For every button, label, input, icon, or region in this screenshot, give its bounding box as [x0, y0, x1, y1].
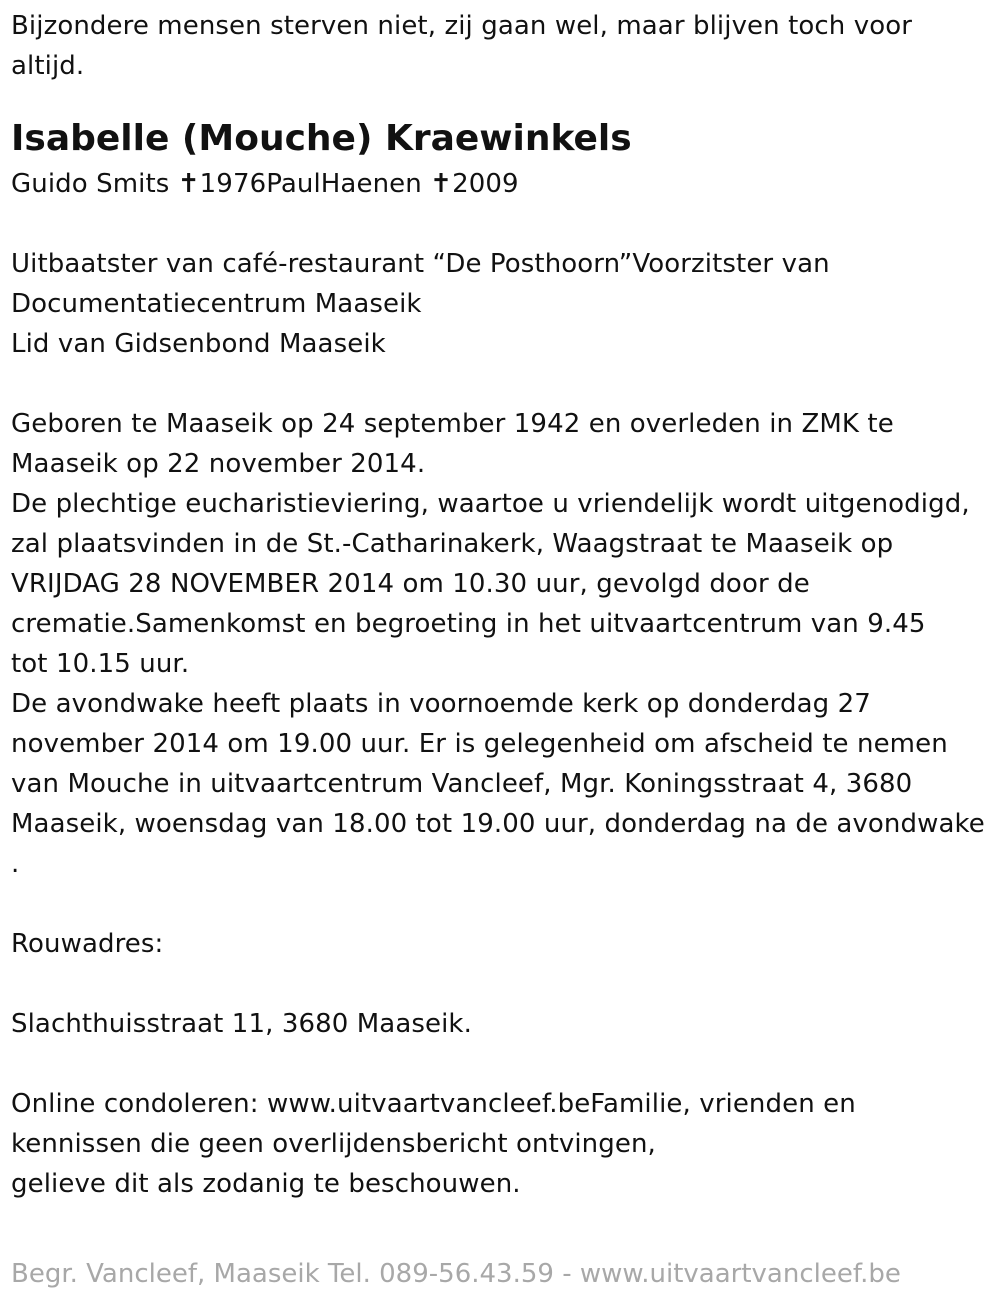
address-label: Rouwadres:	[11, 929, 164, 959]
closing-line: kennissen die geen overlijdensbericht ontvingen,	[11, 1129, 656, 1159]
closing-line: Online condoleren: www.uitvaartvancleef.beFamilie, vrienden en	[11, 1089, 856, 1119]
intro-quote	[11, 6, 991, 86]
details-line: crematie.Samenkomst en begroeting in het uitvaartcentrum van 9.45	[11, 609, 926, 639]
spacer	[11, 364, 991, 404]
details-line: Geboren te Maaseik op 24 september 1942 en overleden in ZMK te	[11, 409, 894, 439]
details-line: .	[11, 849, 20, 879]
roles-block	[11, 244, 991, 364]
deceased-name: Isabelle (Mouche) Kraewinkels	[11, 118, 632, 159]
details-line: De avondwake heeft plaats in voornoemde kerk op donderdag 27	[11, 689, 871, 719]
obituary-notice	[11, 6, 991, 1204]
details-line: Maaseik op 22 november 2014.	[11, 449, 426, 479]
details-line: van Mouche in uitvaartcentrum Vancleef, Mgr. Koningsstraat 4, 3680	[11, 769, 913, 799]
funeral-home-footer: Begr. Vancleef, Maaseik Tel. 089-56.43.59 - www.uitvaartvancleef.be	[11, 1259, 901, 1289]
spouses-line: Guido Smits ✝1976PaulHaenen ✝2009	[11, 169, 519, 199]
spacer	[11, 884, 991, 924]
intro-line: altijd.	[11, 51, 85, 81]
closing-line: gelieve dit als zodanig te beschouwen.	[11, 1169, 521, 1199]
details-line: zal plaatsvinden in de St.-Catharinakerk, Waagstraat te Maaseik op	[11, 529, 894, 559]
details-line: De plechtige eucharistieviering, waartoe u vriendelijk wordt uitgenodigd,	[11, 489, 970, 519]
details-line: november 2014 om 19.00 uur. Er is gelegenheid om afscheid te nemen	[11, 729, 948, 759]
intro-line: Bijzondere mensen sterven niet, zij gaan wel, maar blijven toch voor	[11, 11, 913, 41]
details-block	[11, 404, 991, 884]
role-line: Documentatiecentrum Maaseik	[11, 289, 422, 319]
details-line: Maaseik, woensdag van 18.00 tot 19.00 uur, donderdag na de avondwake	[11, 809, 985, 839]
mourning-address: Slachthuisstraat 11, 3680 Maaseik.	[11, 1009, 472, 1039]
spacer	[11, 964, 991, 1004]
details-line: VRIJDAG 28 NOVEMBER 2014 om 10.30 uur, gevolgd door de	[11, 569, 810, 599]
closing-block	[11, 1084, 991, 1204]
spacer	[11, 1044, 991, 1084]
spacer	[11, 204, 991, 244]
role-line: Uitbaatster van café-restaurant “De Posthoorn”Voorzitster van	[11, 249, 830, 279]
role-line: Lid van Gidsenbond Maaseik	[11, 329, 386, 359]
details-line: tot 10.15 uur.	[11, 649, 190, 679]
